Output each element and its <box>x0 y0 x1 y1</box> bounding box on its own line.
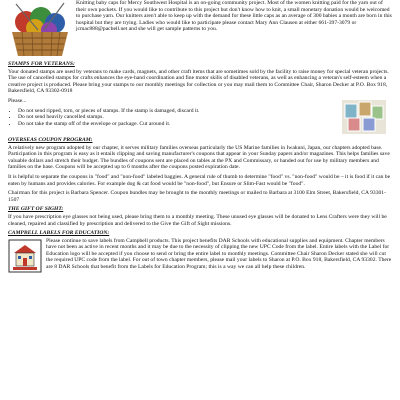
stamps-rules-list <box>8 108 338 128</box>
stamps-rules-section <box>8 98 392 134</box>
campbell-paragraph: Please continue to save labels from Campbell products. This project benefits DAR Schools with educational supplies and equipment. Chapter members have not been as active in recent months and it may be due to the necessity of clipping the new UPC Code from the label. Entire labels with the Label for Education logo will be accepted if you choose to send or bring the entire label to monthly meetings. Committee Chair Sharon Decker stated she will cut the required UPC code from the label. For out of town chapter members, please mail your labels to Sharon at P.O. Box 918, Bakersfield, CA 93302. There are 8 DAR Schools that benefit from the Labels for Education Program; this is a way we can all help these children. <box>46 237 392 271</box>
coupons-paragraph: A relatively new program adopted by our chapter, it serves military families overseas particularly the US Marine families in Iwakuni, Japan, our chapters adopted base. Participation in this program is easy as it entails clipping and saving manufacturer's coupons that appear in your Sunday papers and/or magazines. This helps families save valuable dollars and stretch their budget. The bundles of coupons sent are placed on tables at the PX and Commissary, or handed out for use by military members and families on the base. Coupons will be accepted up to 6 months after the coupons posted expiration date. <box>8 144 390 171</box>
knitting-section <box>8 0 392 58</box>
list-item: • Do not take the stamp off of the envelope or package. Cut around it. <box>18 121 338 128</box>
campbell-section <box>8 238 392 274</box>
stamps-paragraph: Your donated stamps are used by veterans to make cards, magnets, and other craft items that are sometimes sold by the facility to raise money for special veteran projects. The use of cancelled stamps for crafts enhances the eye-hand coordination and fine motor skills of disabled veterans, as well as enhancing a veteran's self-esteem when a creative project is produced. Please bring your stamps to our monthly meetings for collection or you may mail them to Committee Chair, Sharon Decker at P.O. Box 918, Bakersfield, CA 93302-0918 <box>8 68 389 95</box>
stamps-heading: STAMPS FOR VETERANS: <box>8 61 75 67</box>
stamps-photo <box>342 100 386 134</box>
list-item: • Do not send ripped, torn, or pieces of stamps. If the stamp is damaged, discard it. <box>18 108 338 115</box>
sight-paragraph: If you have prescription eye glasses not being used, please bring them to a monthly meeting. These unused eye glasses will be donated to Lens Crafters were they will be cleaned, repaired and classified by prescription and delivered to the Give the Gift of Sight missions. <box>8 213 387 227</box>
knitting-paragraph: Knitting baby caps for Mercy Southwest Hospital is an on-going community project. Most of the women knitting paid for the yarn out of their own pockets. If you would like to contribute to this project but don't know how to knit, a small monetary donation would be welcomed to purchase yarn. Our knitters aren't able to keep up with the demand for these little caps as an average of 300 babies a month are born in this hospital but they are trying. Ladies who would like to participate please contact Mary Ann Clausen at either 661-397-3079 or jcmac888@pacbell.net and she will get sample patterns to you. <box>76 0 392 33</box>
campbell-heading: CAMPBELL LABELS FOR EDUCATION: <box>8 230 110 237</box>
stamps-please: Please... <box>8 97 27 104</box>
coupons-chairman-paragraph: Chairman for this project is Barbara Spencer. Coupon bundles may be brought to the monthly meetings or mailed to Barbara at 3100 Elm Street, Bakersfield, CA 93301-1507 <box>8 190 386 203</box>
knitting-basket-illustration <box>8 0 72 58</box>
coupons-separate-paragraph: It is helpful to separate the coupons in "food" and "non-food" labeled baggies. A general rule of thumb to determine "food" vs. "non-food" would be – it is food if it can be eaten by humans and provides calories. For example dog & cat food would be "non-food", but Ensure or Slim-Fast would be "food". <box>8 173 391 187</box>
sight-heading: THE GIFT OF SIGHT: <box>8 206 64 213</box>
campbell-labels-logo <box>8 239 42 273</box>
list-item: • Do not send heavily cancelled stamps. <box>18 114 338 121</box>
coupons-heading: OVERSEAS COUPON PROGRAM: <box>8 136 93 143</box>
